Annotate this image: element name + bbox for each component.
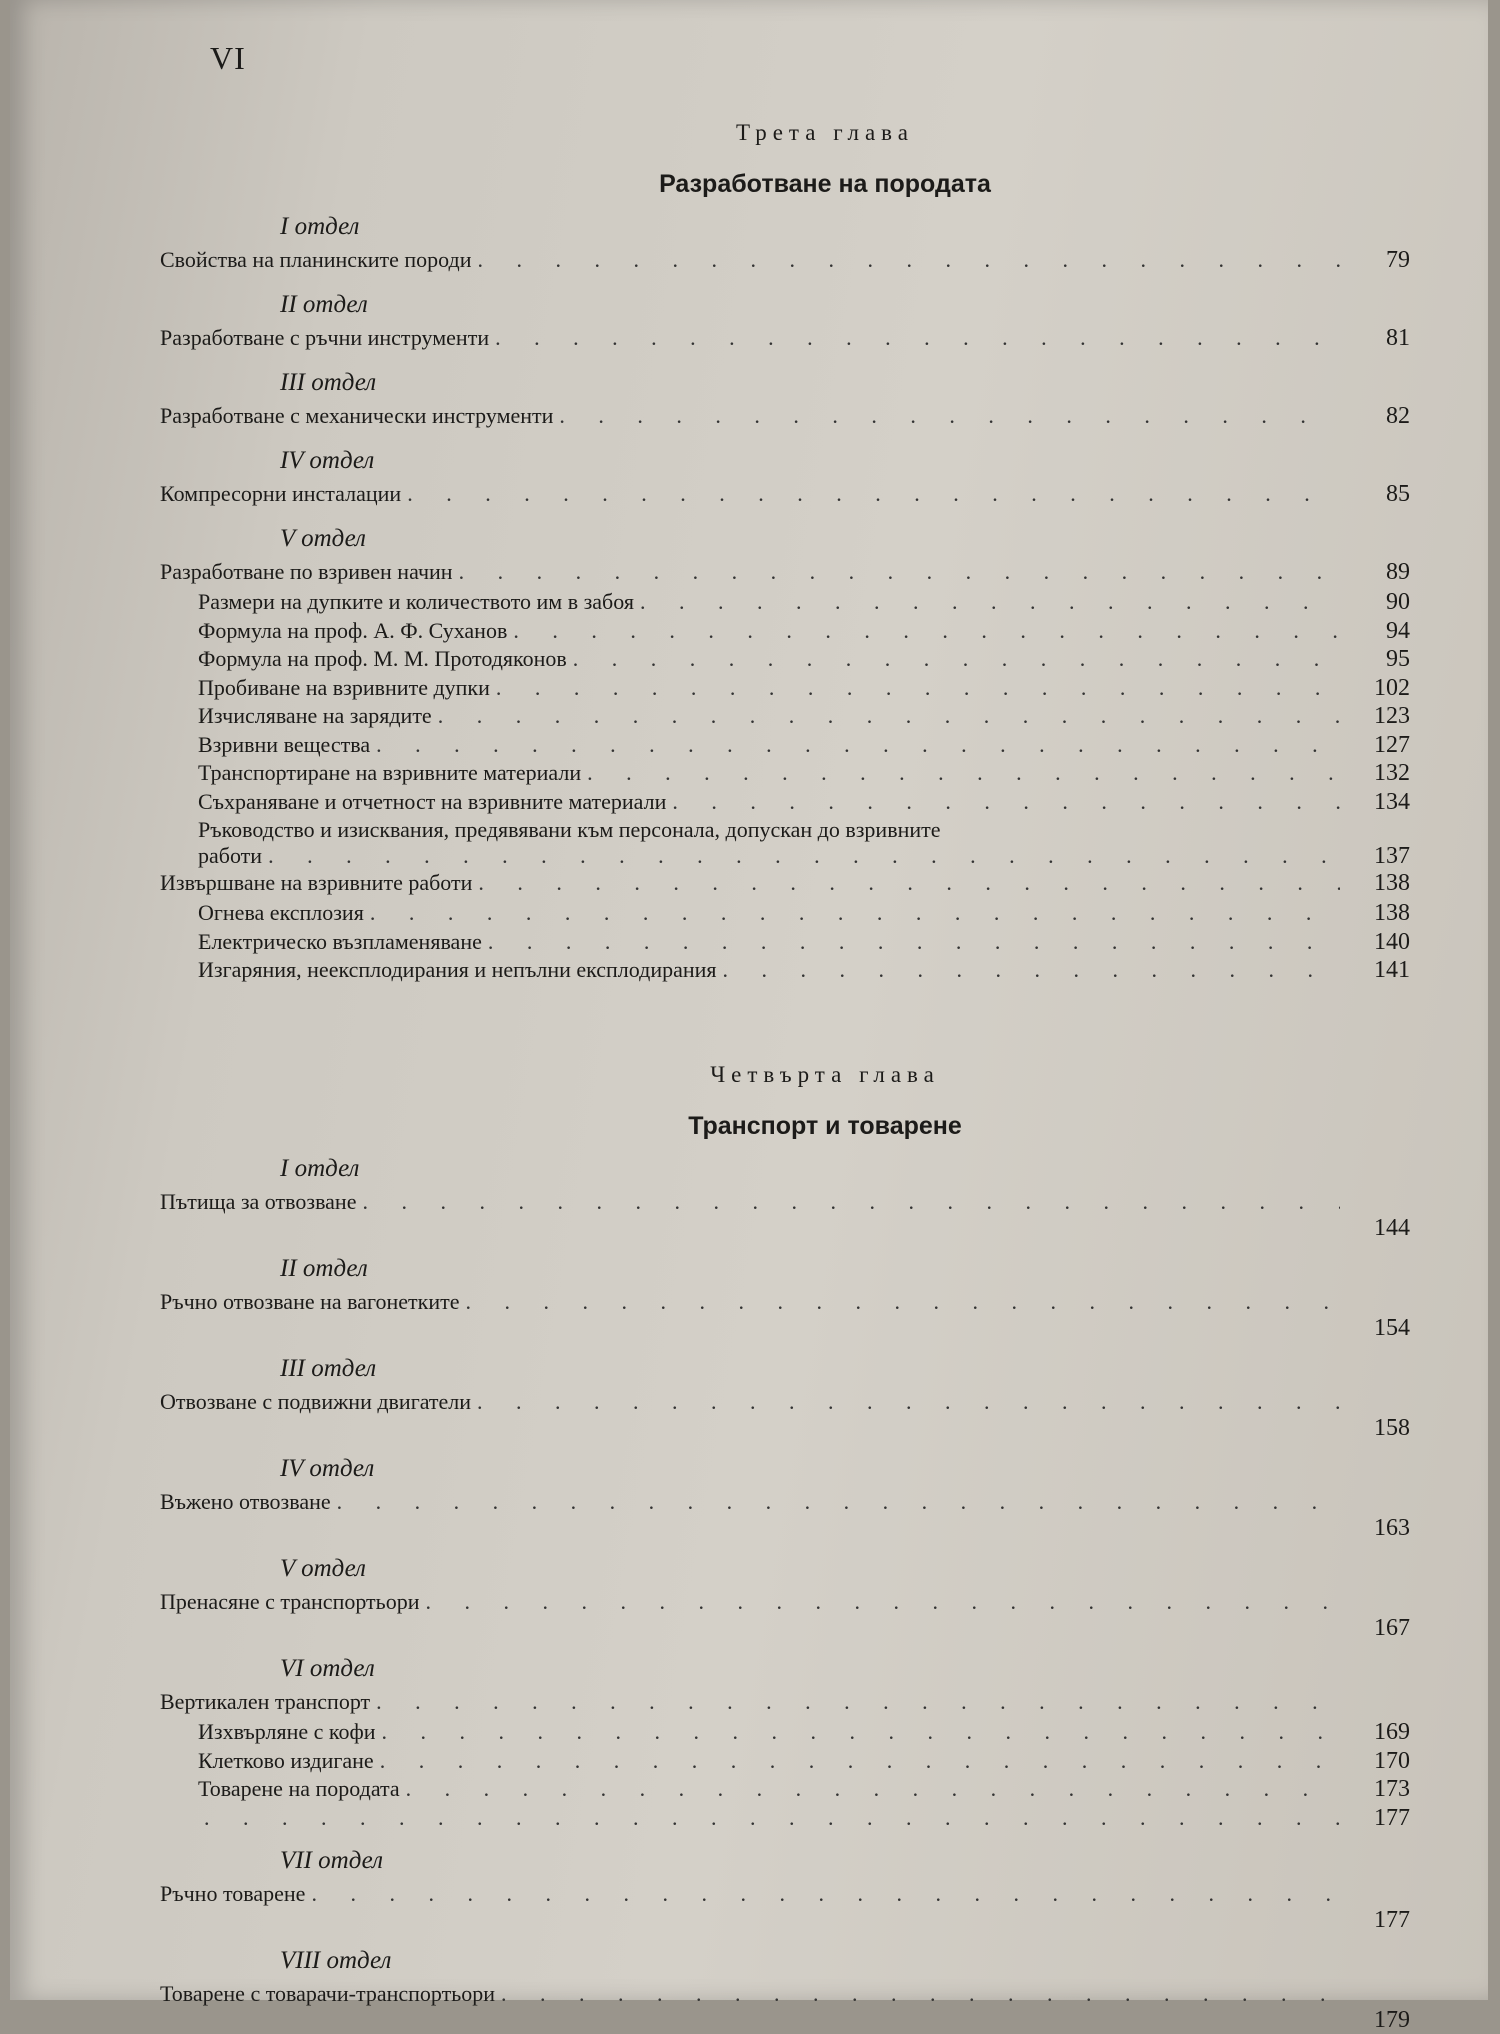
toc-entry: [160, 325, 1410, 355]
leader-dots: [204, 1805, 1340, 1831]
chapter-label: Четвърта глава: [710, 1062, 940, 1087]
entry-spacer: [160, 1619, 1410, 1641]
toc-entry: [160, 403, 1410, 433]
toc-entry: [160, 675, 1410, 704]
entry-title: Изгаряния, неексплодирания и непълни експлодирания: [198, 957, 717, 982]
toc-entry: [160, 481, 1410, 511]
entry-page: 134: [1374, 788, 1410, 815]
entry-page: 90: [1386, 589, 1410, 615]
leader-dots: [406, 1776, 1340, 1802]
entry-title: Пробиване на взривните дупки: [198, 674, 490, 700]
entry-spacer: [160, 1419, 1410, 1441]
entry-page: 141: [1374, 957, 1410, 983]
entry-title: Пътища за отвозване: [160, 1189, 357, 1214]
leader-dots: [501, 1981, 1340, 2007]
toc-entry: [160, 1981, 1410, 2033]
entry-title: Транспортиране на взривните материали: [198, 760, 582, 785]
toc-entry: [160, 957, 1410, 986]
toc-sections: [160, 213, 1410, 986]
entry-page: 81: [1386, 325, 1410, 351]
entry-page: 169: [1374, 1719, 1410, 1745]
toc-entry: [160, 589, 1410, 618]
section-label: I отдел: [280, 213, 360, 240]
toc-entry: [160, 1289, 1410, 1341]
leader-dots: [382, 1719, 1340, 1745]
leader-dots: [723, 957, 1340, 983]
leader-dots: [496, 675, 1340, 701]
entry-page: 102: [1374, 674, 1410, 701]
toc-entry: [160, 1776, 1410, 1805]
entry-title: Компресорни инсталации: [160, 481, 402, 506]
entry-title: Клетково издигане: [198, 1747, 374, 1773]
toc-entry: [160, 1389, 1410, 1441]
entry-title: Размери на дупките и количеството им в забоя: [198, 589, 634, 614]
section-label: IV отдел: [280, 1455, 375, 1482]
toc-entry: [160, 732, 1410, 761]
leader-dots: [559, 403, 1340, 429]
entry-page: 127: [1374, 731, 1410, 758]
entry-page: 94: [1386, 617, 1410, 644]
toc-entry: [160, 1748, 1410, 1777]
leader-dots: [640, 589, 1340, 615]
entry-title: Съхраняване и отчетност на взривните материали: [198, 788, 667, 814]
leader-dots: [376, 1689, 1340, 1715]
entry-spacer: [160, 1911, 1410, 1933]
section-label: II отдел: [280, 291, 368, 318]
leader-dots: [478, 870, 1340, 896]
entry-page: 158: [1374, 1415, 1410, 1441]
entry-page: 132: [1374, 760, 1410, 786]
section-label: II отдел: [280, 1255, 368, 1282]
section-label: III отдел: [280, 369, 377, 396]
section-label: VI отдел: [280, 1655, 375, 1682]
entry-page: 123: [1374, 703, 1410, 729]
entry-spacer: [160, 1319, 1410, 1341]
entry-page: 177: [1374, 1804, 1410, 1831]
leader-dots: [337, 1489, 1340, 1515]
toc-entry: [160, 760, 1410, 789]
entry-page: 95: [1386, 646, 1410, 672]
toc-entry: [160, 789, 1410, 818]
leader-dots: [573, 646, 1340, 672]
page-number: VI: [210, 40, 246, 76]
toc-entry: [160, 870, 1410, 900]
entry-page: 89: [1386, 559, 1410, 585]
leader-dots: [465, 1289, 1340, 1315]
toc-entry: [160, 817, 1410, 870]
leader-dots: [513, 618, 1340, 644]
toc-entry: [160, 559, 1410, 589]
entry-title: Ръчно товарене: [160, 1881, 306, 1906]
entry-title: Въжено отвозване: [160, 1489, 331, 1514]
section-label: VIII отдел: [280, 1947, 392, 1974]
toc-sections: [160, 1155, 1410, 2033]
entry-page: 163: [1374, 1515, 1410, 1541]
chapter-title: Транспорт и товарене: [688, 1112, 962, 1140]
entry-title: Товарене с товарачи-транспортьори: [160, 1981, 496, 2006]
entry-title: Свойства на планинските породи: [160, 247, 472, 272]
entry-title: Разработване с ръчни инструменти: [160, 325, 490, 350]
toc-entry: [160, 1805, 1410, 1834]
entry-spacer: [160, 1519, 1410, 1541]
toc-entry: [160, 247, 1410, 277]
leader-dots: [380, 1748, 1340, 1774]
entry-title: Товарене на породата: [198, 1776, 400, 1801]
entry-title: Изхвърляне с кофи: [198, 1719, 376, 1744]
entry-page: 79: [1386, 247, 1410, 273]
section-label: V отдел: [280, 1555, 366, 1582]
chapter-title: Разработване на породата: [659, 170, 991, 198]
section-label: V отдел: [280, 525, 366, 552]
entry-page: 138: [1374, 870, 1410, 896]
entry-page: 154: [1374, 1315, 1410, 1341]
entry-title: Разрабoтване с механически инструменти: [160, 403, 554, 428]
leader-dots: [459, 559, 1340, 585]
chapter-three: [160, 120, 1410, 986]
toc-entry: [160, 646, 1410, 675]
leader-dots: [587, 760, 1340, 786]
entry-page: 177: [1374, 1907, 1410, 1933]
entry-title: Ръководство и изисквания, предявявани към персонала, допускан до взривните: [198, 817, 941, 842]
leader-dots: [672, 789, 1340, 815]
leader-dots: [438, 703, 1340, 729]
entry-page: 82: [1386, 403, 1410, 429]
entry-title: Взривни вещества: [198, 731, 371, 757]
book-page: [10, 0, 1488, 2033]
entry-page: 137: [1374, 843, 1410, 869]
toc-entry: [160, 1689, 1410, 1719]
leader-dots: [495, 325, 1340, 351]
toc-entry: [160, 1189, 1410, 1241]
section-label: I отдел: [280, 1155, 360, 1182]
toc-entry: [160, 1489, 1410, 1541]
leader-dots: [268, 843, 1340, 869]
entry-title: Пренасяне с транспортьори: [160, 1589, 420, 1614]
entry-page: 173: [1374, 1776, 1410, 1802]
leader-dots: [488, 929, 1340, 955]
entry-title: Огнева експлозия: [198, 900, 364, 925]
entry-page: 179: [1374, 2007, 1410, 2033]
leader-dots: [362, 1189, 1340, 1215]
entry-title: Ръчно отвозване на вагонетките: [160, 1289, 460, 1314]
toc-entry: [160, 1881, 1410, 1933]
entry-title: Електрическо възпламеняване: [198, 928, 482, 954]
entry-title-continued: работи: [198, 843, 263, 868]
entry-title: Извършване на взривните работи: [160, 870, 473, 895]
entry-page: 144: [1374, 1215, 1410, 1241]
entry-title: Формула на проф. М. М. Протодяконов: [198, 646, 567, 671]
leader-dots: [407, 481, 1340, 507]
entry-page: 140: [1374, 928, 1410, 955]
entry-page: 170: [1374, 1747, 1410, 1774]
toc-entry: [160, 900, 1410, 929]
section-label: IV отдел: [280, 447, 375, 474]
toc-entry: [160, 703, 1410, 732]
leader-dots: [370, 900, 1340, 926]
leader-dots: [376, 732, 1340, 758]
leader-dots: [311, 1881, 1340, 1907]
leader-dots: [425, 1589, 1340, 1615]
leader-dots: [477, 1389, 1340, 1415]
chapter-four: [160, 1062, 1410, 2033]
entry-title: Формула на проф. А. Ф. Суханов: [198, 617, 508, 643]
leader-dots: [478, 247, 1340, 273]
entry-title: Вертикален транспорт: [160, 1689, 371, 1714]
entry-page: 85: [1386, 481, 1410, 507]
section-label: VII отдел: [280, 1847, 384, 1874]
section-label: III отдел: [280, 1355, 377, 1382]
entry-title: Изчисляване на зарядите: [198, 703, 432, 728]
chapter-label: Трета глава: [736, 120, 914, 145]
entry-title: Отвозване с подвижни двигатели: [160, 1389, 472, 1414]
toc-entry: [160, 1719, 1410, 1748]
entry-title: Разработване по взривен начин: [160, 559, 453, 584]
entry-spacer: [160, 1219, 1410, 1241]
entry-page: 138: [1374, 900, 1410, 926]
entry-spacer: [160, 2011, 1410, 2033]
toc-entry: [160, 1589, 1410, 1641]
toc-entry: [160, 618, 1410, 647]
entry-page: 167: [1374, 1615, 1410, 1641]
toc-entry: [160, 929, 1410, 958]
